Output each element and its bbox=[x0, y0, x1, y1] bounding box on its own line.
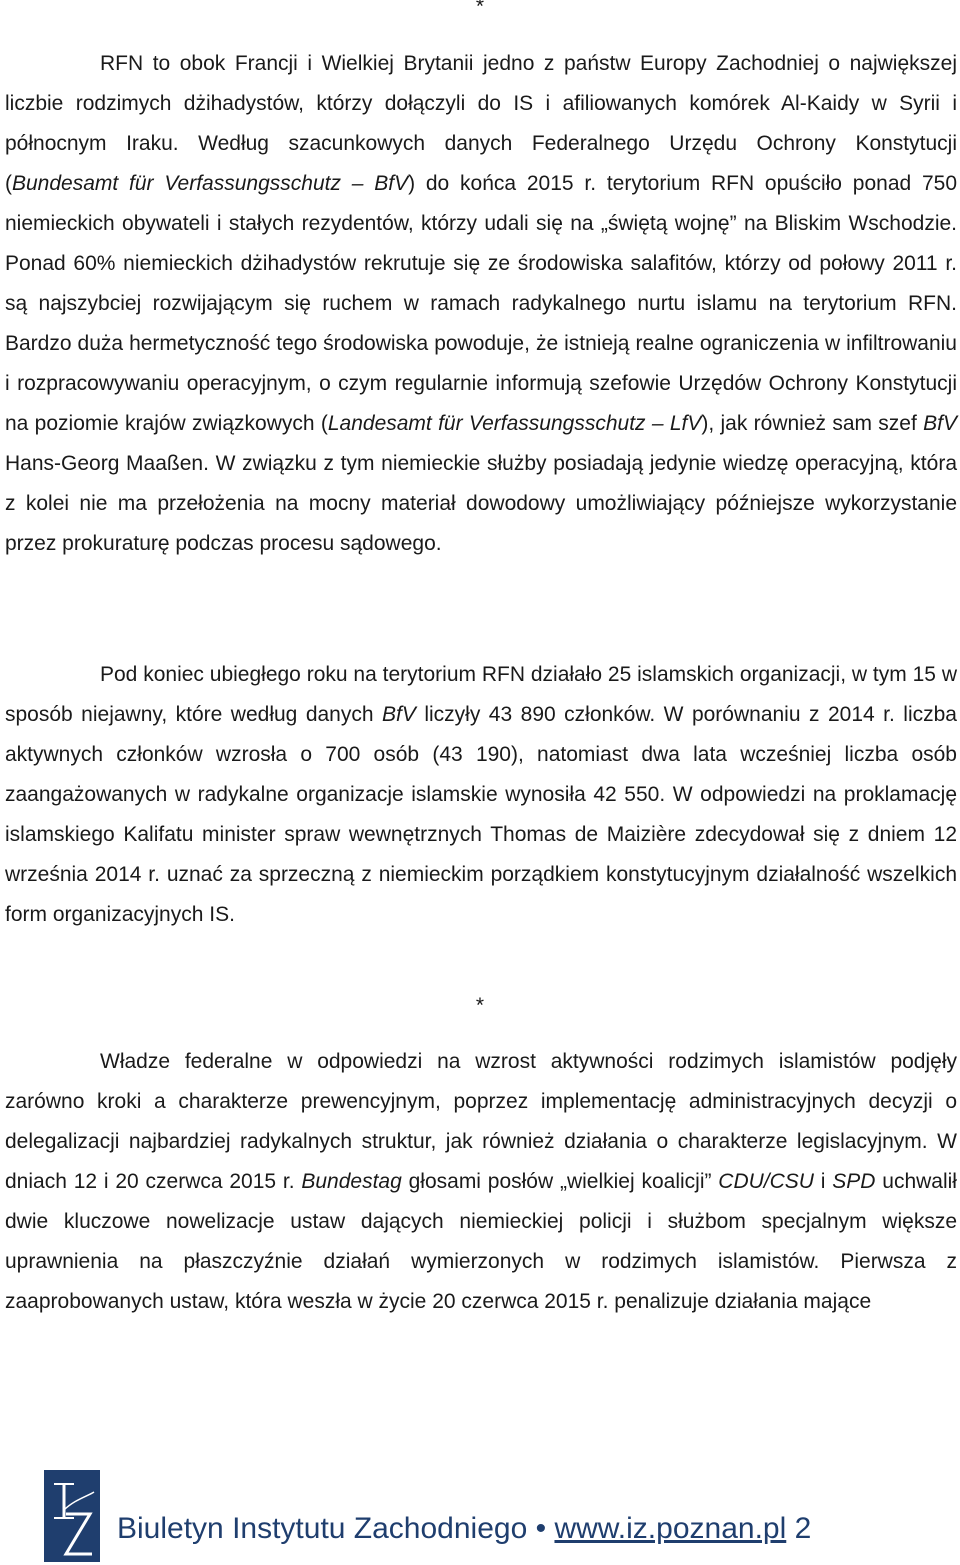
text-run: uchwalił dwie kluczowe nowelizacje ustaw dających niemieckiej policji i służbom specjalnym większe uprawnienia na płaszczyźnie działań wymierzonych w rodzimych islamistów. Pierwsza z zaaprobowanych ustaw, która weszła w życie 20 czerwca 2015 r. penalizuje działania mające bbox=[5, 1170, 957, 1313]
italic-text-run: Bundesamt für Verfassungsschutz – BfV bbox=[12, 172, 409, 195]
italic-text-run: Landesamt für Verfassungsschutz – LfV bbox=[327, 412, 702, 435]
section-separator-middle: * bbox=[475, 994, 485, 1017]
text-run: ) do końca 2015 r. terytorium RFN opuściło ponad 750 niemieckich obywateli i stałych rezydentów, którzy udali się na „świętą wojnę” na Bliskim Wschodzie. Ponad 60% niemieckich dżihadystów rekrutuje się ze środowiska salafitów, którzy od połowy 2011 r. są najszybciej rozwijającym się ruchem w ramach radykalnego nurtu islamu na terytorium RFN. Bardzo duża hermetyczność tego środowiska powoduje, że istnieją realne ograniczenia w infiltrowaniu i rozpracowywaniu operacyjnym, o czym regularnie informują szefowie Urzędów Ochrony Konstytucji na poziomie krajów związkowych ( bbox=[5, 172, 958, 435]
page-footer bbox=[0, 1460, 960, 1565]
footer-bullet: • bbox=[535, 1512, 547, 1545]
italic-text-run: BfV bbox=[923, 412, 957, 435]
section-separator-top: * bbox=[475, 0, 485, 18]
italic-text-run: BfV bbox=[382, 703, 416, 726]
italic-text-run: SPD bbox=[832, 1170, 876, 1193]
text-run: Hans-Georg Maaßen. W związku z tym niemieckie służby posiadają jedynie wiedzę operacyjną, która z kolei nie ma przełożenia na mocny materiał dowodowy umożliwiający późniejsze wykorzystanie przez prokuraturę podczas procesu sądowego. bbox=[5, 452, 957, 555]
italic-text-run: CDU/CSU bbox=[718, 1170, 814, 1193]
page-number: 2 bbox=[794, 1512, 812, 1545]
text-run: RFN to obok Francji i Wielkiej Brytanii jedno z państw Europy Zachodniej o największej liczbie rodzimych dżihadystów, którzy dołączyli do IS i afiliowanych komórek Al-Kaidy w Syrii i północnym Iraku. Według szacunkowych danych Federalnego Urzędu Ochrony Konstytucji ( bbox=[5, 52, 957, 195]
paragraph-1 bbox=[5, 44, 957, 564]
text-run: ), jak również sam szef bbox=[701, 412, 924, 435]
publication-name: Biuletyn Instytutu Zachodniego bbox=[117, 1512, 528, 1545]
italic-text-run: Bundestag bbox=[301, 1170, 402, 1193]
paragraph-3 bbox=[5, 1042, 957, 1322]
website-link[interactable]: www.iz.poznan.pl bbox=[554, 1512, 787, 1545]
institute-logo bbox=[44, 1470, 100, 1562]
institute-logo-mark bbox=[44, 1470, 100, 1562]
text-run: Władze federalne w odpowiedzi na wzrost aktywności rodzimych islamistów podjęły zarówno kroki a charakterze prewencyjnym, poprzez implementację administracyjnych decyzji o delegalizacji najbardziej radykalnych struktur, jak również działania o charakterze legislacyjnym. W dniach 12 i 20 czerwca 2015 r. bbox=[5, 1050, 957, 1193]
text-run: liczyły 43 890 członków. W porównaniu z 2014 r. liczba aktywnych członków wzrosła o 700 osób (43 190), natomiast dwa lata wcześniej liczba osób zaangażowanych w radykalne organizacje islamskie wynosiła 42 550. W odpowiedzi na proklamację islamskiego Kalifatu minister spraw wewnętrznych Thomas de Maizière zdecydował się z dniem 12 września 2014 r. uznać za sprzeczną z niemieckim porządkiem konstytucyjnym działalność wszelkich form organizacyjnych IS. bbox=[5, 703, 957, 926]
text-run: i bbox=[813, 1170, 833, 1193]
text-run: głosami posłów „wielkiej koalicji” bbox=[401, 1170, 719, 1193]
footer-text bbox=[117, 1512, 811, 1546]
text-run: Pod koniec ubiegłego roku na terytorium RFN działało 25 islamskich organizacji, w tym 15 w sposób niejawny, które według danych bbox=[5, 663, 957, 726]
paragraph-2 bbox=[5, 655, 957, 935]
